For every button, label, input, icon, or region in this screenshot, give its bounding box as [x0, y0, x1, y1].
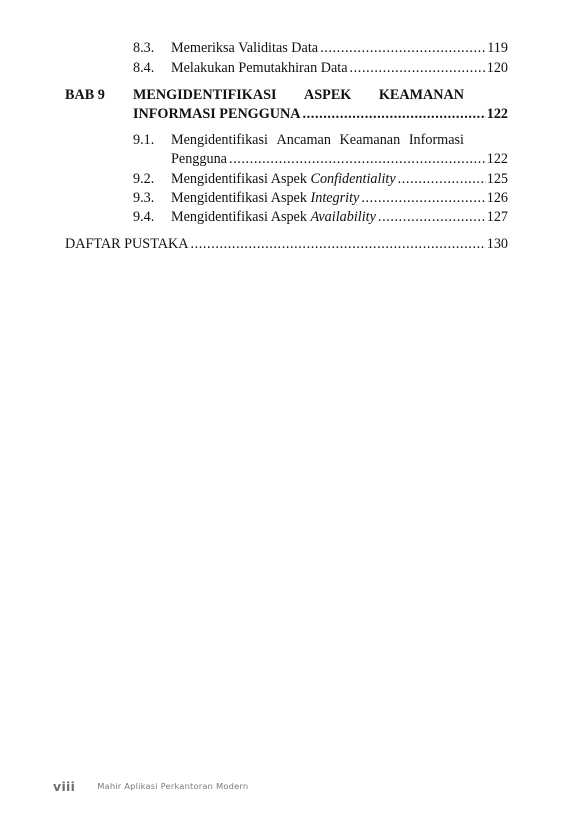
page-number: 130: [486, 236, 508, 252]
chapter-number: BAB 9: [65, 87, 105, 103]
entry-title: Memeriksa Validitas Data: [171, 40, 319, 56]
chapter-title-word: KEAMANAN: [378, 87, 464, 103]
entry-number: 8.3.: [133, 40, 155, 56]
toc-entry-8-4[interactable]: [171, 59, 508, 77]
entry-title-plain: Mengidentifikasi Aspek: [171, 209, 311, 225]
dot-leader: [398, 170, 486, 188]
dot-leader: [350, 59, 486, 77]
toc-entry-9-1-number: [133, 131, 154, 149]
entry-title-word: Ancaman: [276, 132, 331, 148]
toc-entry-9-2[interactable]: [171, 170, 508, 188]
chapter-label: [65, 86, 105, 104]
entry-number: 9.2.: [133, 171, 155, 187]
dot-leader: [229, 150, 486, 168]
toc-entry-9-3[interactable]: [171, 189, 508, 207]
dot-leader: [303, 105, 486, 123]
page-number: 126: [486, 190, 508, 206]
chapter-title-word: MENGIDENTIFIKASI: [133, 87, 277, 103]
entry-title: [171, 170, 396, 188]
entry-title-word: Informasi: [408, 132, 464, 148]
toc-entry-8-3[interactable]: [171, 39, 508, 57]
folio-page-number: viii: [53, 778, 76, 794]
toc-entry-9-1-line-2[interactable]: [171, 150, 508, 168]
entry-title-plain: Mengidentifikasi Aspek: [171, 190, 311, 206]
entry-title-rest: Pengguna: [171, 151, 227, 167]
toc-entry-9-2-number: [133, 170, 154, 188]
entry-title-italic: Confidentiality: [310, 171, 396, 187]
chapter-title-line-2[interactable]: [133, 105, 508, 123]
entry-number: 9.1.: [133, 132, 155, 148]
page-number: 122: [486, 151, 508, 167]
chapter-title-rest: INFORMASI PENGGUNA: [133, 106, 301, 122]
entry-title-italic: Availability: [310, 209, 376, 225]
running-title: Mahir Aplikasi Perkantoran Modern: [97, 781, 249, 791]
toc-entry-9-3-number: [133, 189, 154, 207]
dot-leader: [361, 189, 485, 207]
entry-number: 9.3.: [133, 190, 155, 206]
entry-title-word: Mengidentifikasi: [171, 132, 268, 148]
toc-entry-9-1-line-1[interactable]: [171, 131, 464, 149]
toc-entry-8-3-number: [133, 39, 154, 57]
page-number: 120: [486, 60, 508, 76]
page-number: 119: [487, 40, 508, 56]
page-number: 122: [486, 106, 508, 122]
entry-title: DAFTAR PUSTAKA: [65, 236, 189, 252]
dot-leader: [320, 39, 486, 57]
chapter-title-line-1[interactable]: [133, 86, 464, 104]
toc-entry-9-4[interactable]: [171, 208, 508, 226]
chapter-title-word: ASPEK: [304, 87, 352, 103]
entry-number: 8.4.: [133, 60, 155, 76]
entry-title: [171, 208, 376, 226]
toc-entry-8-4-number: [133, 59, 154, 77]
entry-title-word: Keamanan: [339, 132, 401, 148]
entry-title: [171, 189, 359, 207]
entry-title-italic: Integrity: [310, 190, 360, 206]
entry-title: Melakukan Pemutakhiran Data: [171, 60, 348, 76]
dot-leader: [378, 208, 486, 226]
page-footer: [53, 778, 248, 794]
toc-entry-daftar-pustaka[interactable]: [65, 235, 508, 253]
entry-title-plain: Mengidentifikasi Aspek: [171, 171, 311, 187]
page-number: 125: [486, 171, 508, 187]
page-number: 127: [486, 209, 508, 225]
dot-leader: [190, 235, 485, 253]
toc-entry-9-4-number: [133, 208, 154, 226]
entry-number: 9.4.: [133, 209, 155, 225]
